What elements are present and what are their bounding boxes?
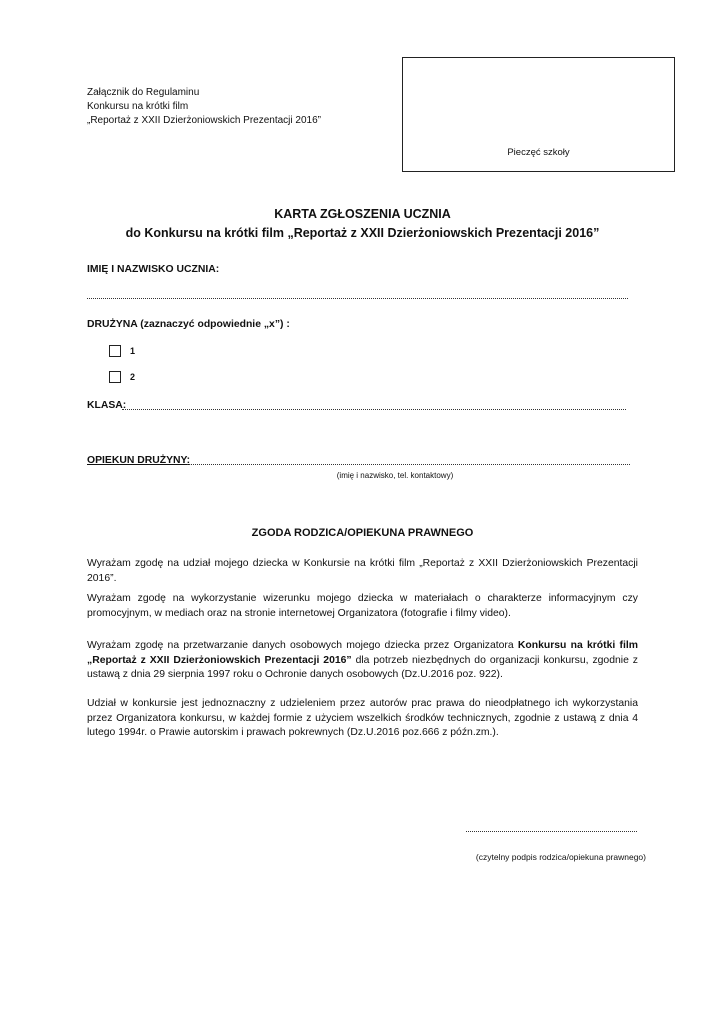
school-stamp-label: Pieczęć szkoły: [507, 147, 570, 158]
consent-paragraph-3: [87, 639, 638, 683]
form-subtitle: do Konkursu na krótki film „Reportaż z XXII Dzierżoniowskich Prezentacji 2016”: [125, 226, 600, 240]
team-1-label: 1: [130, 346, 136, 356]
signature-hint: (czytelny podpis rodzica/opiekuna prawnego): [475, 852, 646, 862]
team-2-checkbox[interactable]: [109, 371, 121, 383]
class-field[interactable]: [122, 409, 626, 410]
consent-paragraph-3-contest: Konkursu na krótki film „Reportaż z XXII Dzierżoniowskich Prezentacji 2016”: [87, 640, 638, 666]
attachment-header: [87, 86, 321, 128]
guardian-label: OPIEKUN DRUŻYNY:: [87, 455, 191, 466]
consent-paragraph-1: Wyrażam zgodę na udział mojego dziecka w Konkursie na krótki film „Reportaż z XXII Dzierżoniowskich Prezentacji 2016”.: [87, 558, 638, 584]
consent-paragraph-3-end: dla potrzeb niezbędnych do organizacji konkursu, zgodnie z ustawą z dnia 29 sierpnia 1997 roku o Ochronie danych osobowych (Dz.U.2016 poz. 922).: [87, 654, 638, 681]
guardian-hint: (imię i nazwisko, tel. kontaktowy): [336, 471, 454, 480]
student-name-label: IMIĘ I NAZWISKO UCZNIA:: [87, 264, 220, 275]
consent-paragraph-2: Wyrażam zgodę na wykorzystanie wizerunku mojego dziecka w materiałach o charakterze informacyjnym czy promocyjnym, w mediach oraz na stronie internetowej Organizatora (fotografie i filmy video).: [87, 593, 638, 619]
student-name-field[interactable]: [87, 298, 628, 299]
consent-paragraph-4: Udział w konkursie jest jednoznaczny z udzieleniem przez autorów prac prawa do nieodpłatnego ich wykorzystania przez Organizatora konkursu, w każdej formie z użyciem wszelkich środków technicznych, zgodnie z ustawą z dnia 4 lutego 1994r. o Prawie autorskim i prawach pokrewnych (Dz.U.2016 poz.666 z późn.zm.).: [87, 698, 638, 739]
form-title: KARTA ZGŁOSZENIA UCZNIA: [274, 207, 451, 221]
guardian-field[interactable]: [187, 464, 630, 465]
class-label: KLASA:: [87, 400, 127, 411]
school-stamp-box: [402, 57, 675, 172]
consent-paragraph-3-start: Wyrażam zgodę na przetwarzanie danych osobowych mojego dziecka przez Organizatora: [87, 640, 518, 651]
team-1-checkbox[interactable]: [109, 345, 121, 357]
attachment-line-3: „Reportaż z XXII Dzierżoniowskich Prezentacji 2016”: [87, 115, 321, 126]
attachment-line-2: Konkursu na krótki film: [87, 101, 189, 112]
consent-heading: ZGODA RODZICA/OPIEKUNA PRAWNEGO: [251, 527, 474, 539]
signature-field[interactable]: [466, 831, 637, 832]
attachment-line-1: Załącznik do Regulaminu: [87, 87, 200, 98]
team-label: DRUŻYNA (zaznaczyć odpowiednie „x”) :: [87, 319, 290, 330]
team-2-label: 2: [130, 372, 136, 382]
